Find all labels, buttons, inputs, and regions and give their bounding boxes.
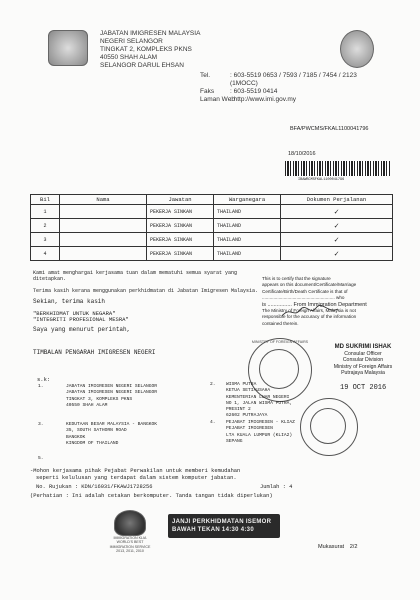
sk-item xyxy=(210,420,310,445)
cell-warganegara: THAILAND xyxy=(214,233,281,247)
sk-line: 62602 PUTRAJAYA xyxy=(226,413,268,419)
sk-item-num: 2. xyxy=(210,382,216,387)
web-value: : http://www.imi.gov.my xyxy=(230,96,296,103)
motto-line: "BERKHIDMAT UNTUK NEGARA" xyxy=(33,309,116,317)
sk-item xyxy=(38,384,228,409)
officer-block xyxy=(318,344,408,377)
table-header-row xyxy=(31,195,393,205)
sk-line: BANGKOK xyxy=(66,434,86,440)
award-globe-logo xyxy=(114,510,146,536)
barcode xyxy=(285,161,390,176)
cert-line: Certificate/Birth/Death Certificate is that of xyxy=(262,288,348,294)
sk-label: s.k: xyxy=(37,376,51,383)
stamp-date: 19 OCT 2016 xyxy=(340,384,387,392)
col-header-warganegara: Warganegara xyxy=(214,195,281,205)
sk-line: 35, SOUTH SATHORN ROAD xyxy=(66,428,127,434)
sk-item xyxy=(38,422,228,447)
fax-label: Faks xyxy=(200,88,215,95)
cell-bil: 4 xyxy=(31,247,60,261)
immigration-emblem-logo xyxy=(340,30,374,68)
footer-note xyxy=(30,468,400,500)
sk-line: KINGDOM OF THAILAND xyxy=(66,440,119,446)
header-line: 40550 SHAH ALAM xyxy=(100,54,158,61)
service-charter-banner xyxy=(168,514,280,538)
sk-line: KEMENTERIAN LUAR NEGERI xyxy=(226,394,290,400)
page-value: 2/2 xyxy=(349,544,358,550)
paragraph-appreciation: Kami amat menghargai kerjasama tuan dalam mematuhi semua syarat yang ditetapkan. xyxy=(33,270,238,283)
header-line: JABATAN IMIGRESEN MALAYSIA xyxy=(100,30,201,37)
sk-item-num: 1. xyxy=(38,384,44,389)
cell-warganegara: THAILAND xyxy=(214,205,281,219)
contact-block xyxy=(200,72,410,104)
cell-bil: 3 xyxy=(31,233,60,247)
sk-line: TINGKAT 3, KOMPLEKS PKNS xyxy=(66,396,133,402)
officer-role: Putrajaya Malaysia xyxy=(341,370,385,377)
award-line: IMMIGRATION SERVICE xyxy=(109,544,151,549)
rujukan-line: No. Rujukan : KDN/16031/FKAWJ1728256 xyxy=(36,484,153,490)
sk-item-num: 3. xyxy=(38,422,44,427)
cell-jawatan: PEKERJA SINKAN xyxy=(147,219,214,233)
table-row xyxy=(31,233,393,247)
jumlah-line: Jumlah : 4 xyxy=(260,484,293,490)
cell-dokumen-check: ✓ xyxy=(281,247,393,261)
cell-dokumen-check: ✓ xyxy=(281,233,393,247)
col-header-dokumen: Dokumen Perjalanan xyxy=(281,195,393,205)
paragraph-thanks: Terima kasih kerana menggunakan perkhidmatan di Jabatan Imigresen Malaysia. xyxy=(33,287,259,294)
sk-line: JABATAN IMIGRESEN NEGERI SELANGOR xyxy=(66,390,157,396)
reference-number: BFA/PWCMS/FKAL1100041796 xyxy=(290,126,369,132)
body-text xyxy=(33,270,273,356)
col-header-nama: Nama xyxy=(60,195,147,205)
award-line: IMMIGRATION KLIA xyxy=(113,536,147,540)
traveller-table xyxy=(30,194,393,261)
cell-jawatan: PEKERJA SINKAN xyxy=(147,247,214,261)
page-label: Mukasurat xyxy=(318,544,345,550)
cell-warganegara: THAILAND xyxy=(214,219,281,233)
officer-name: MD SUKRIMI ISHAK xyxy=(334,344,392,350)
cert-line: appears on this document/Certificate/Marriage xyxy=(262,282,357,288)
col-header-jawatan: Jawatan xyxy=(147,195,214,205)
cell-bil: 2 xyxy=(31,219,60,233)
sk-line: PEJABAT IMIGRESEN xyxy=(226,426,273,432)
header-line: SELANGOR DARUL EHSAN xyxy=(100,62,184,69)
fax-value: : 603-5519 0414 xyxy=(230,88,278,95)
signature xyxy=(280,304,340,320)
sk-item-num: 4. xyxy=(210,420,216,425)
computer-notice: (Perhatian : Ini adalah cetakan berkomputer. Tanda tangan tidak diperlukan) xyxy=(30,493,273,499)
sk-line: SEPANG xyxy=(226,438,243,444)
cell-jawatan: PEKERJA SINKAN xyxy=(147,233,214,247)
cert-line: is ................ From Immigration Department xyxy=(262,301,367,308)
cell-dokumen-check: ✓ xyxy=(281,219,393,233)
stamp-text: MINISTRY OF FOREIGN AFFAIRS xyxy=(251,340,309,344)
motto-line: "INTEGRITI PROFESIONAL MESRA" xyxy=(33,316,129,324)
barcode-number: IBAWBCMSFKAL1100041796 xyxy=(298,178,345,182)
table-row xyxy=(31,247,393,261)
officer-role: Consular Division xyxy=(342,357,384,364)
sk-line: KETUA SETIAUSAHA xyxy=(226,388,271,394)
sk-line: LTA KUALA LUMPUR (KLIA2) xyxy=(226,432,293,438)
cell-bil: 1 xyxy=(31,205,60,219)
cell-nama xyxy=(60,233,147,247)
cert-line: This is to certify that the signature xyxy=(262,276,331,281)
tel-extra: (1MOCC) xyxy=(230,80,258,87)
cert-line: contained therein. xyxy=(262,320,299,326)
stamp-inner-ring xyxy=(310,408,346,444)
letter-date: 18/10/2016 xyxy=(288,151,316,157)
sk-item xyxy=(210,382,310,419)
sk-item-num: 5. xyxy=(38,456,44,461)
sk-line: KEDUTAAN BESAR MALAYSIA - BANGKOK xyxy=(66,422,157,428)
cert-line: The Ministry of Foreign Affairs, Malaysia is not xyxy=(262,308,356,314)
tel-value: : 603-5519 0653 / 7593 / 7185 / 7454 / 2123 xyxy=(230,72,357,79)
cert-line: responsible for the accuracy of the information xyxy=(262,314,357,320)
cell-nama xyxy=(60,247,147,261)
header-address xyxy=(100,30,200,70)
sk-line: JABATAN IMIGRESEN NEGERI SELANGOR xyxy=(66,384,157,390)
sk-line: WISMA PUTRA xyxy=(226,382,257,388)
tel-label: Tel. xyxy=(200,72,211,79)
award-line: 2013, 2011, 2010 xyxy=(116,549,144,554)
sekian-line: Sekian, terima kasih xyxy=(33,298,106,306)
note-line: seperti kelulusan yang terdapat dalam sistem komputer jabatan. xyxy=(36,475,237,481)
table-row xyxy=(31,205,393,219)
award-text xyxy=(102,536,158,554)
closing-line: Saya yang menurut perintah, xyxy=(33,326,131,334)
award-line: WORLD'S BEST xyxy=(116,540,144,545)
cell-jawatan: PEKERJA SINKAN xyxy=(147,205,214,219)
cell-nama xyxy=(60,205,147,219)
banner-text: JANJI PERKHIDMATAN ISEMOR BAWAH TEKAN 14:30 4:30 xyxy=(172,519,272,533)
signatory-title: TIMBALAN PENGARAH IMIGRESEN NEGERI xyxy=(33,348,156,356)
cell-warganegara: THAILAND xyxy=(214,247,281,261)
web-label: Laman Web xyxy=(200,96,235,103)
officer-role: Ministry of Foreign Affairs xyxy=(333,363,393,370)
header-line: TINGKAT 2, KOMPLEKS PKNS xyxy=(100,46,192,53)
col-header-bil: Bil xyxy=(31,195,60,205)
table-row xyxy=(31,219,393,233)
header-line: NEGERI SELANGOR xyxy=(100,38,163,45)
sk-line: NO 1, JALAN WISMA PUTRA, PRESINT 2 xyxy=(226,400,293,413)
malaysia-crest-logo xyxy=(48,30,88,66)
page-number xyxy=(318,544,357,550)
officer-role: Consular Officer xyxy=(344,350,382,357)
cert-line: ......................................................... who xyxy=(262,295,345,301)
note-line: -Mohon kerjasama pihak Pejabat Perwakilan untuk memberi kemudahan xyxy=(30,468,241,474)
sk-line: 40550 SHAH ALAM xyxy=(66,402,108,408)
cell-nama xyxy=(60,219,147,233)
cell-dokumen-check: ✓ xyxy=(281,205,393,219)
sk-line: PEJABAT IMIGRESEN - KLIAZ xyxy=(226,420,295,426)
